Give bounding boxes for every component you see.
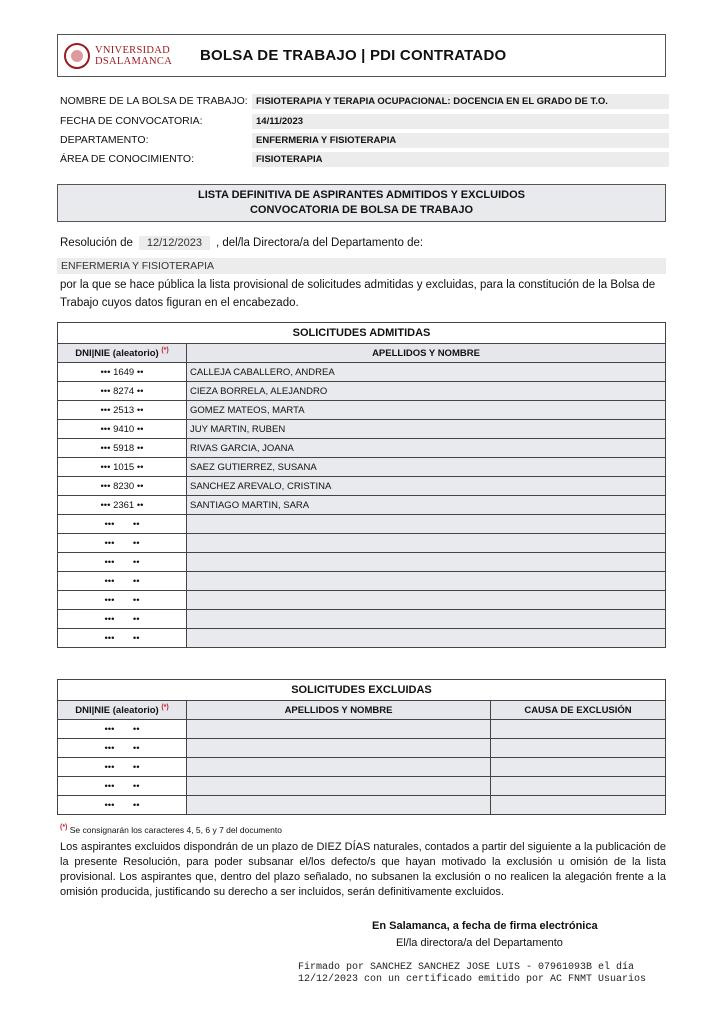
table-row <box>58 363 666 382</box>
name-cell: GOMEZ MATEOS, MARTA <box>187 401 666 420</box>
dni-cell: ••• •• <box>58 739 187 758</box>
university-logo <box>64 43 194 69</box>
name-cell <box>187 591 666 610</box>
admitted-title: SOLICITUDES ADMITIDAS <box>58 323 666 344</box>
electronic-signature-stamp: Firmado por SANCHEZ SANCHEZ JOSE LUIS - 07961093B el día 12/12/2023 con un certificado emitido por AC FNMT Usuarios <box>298 962 647 985</box>
dni-cell: ••• 2513 •• <box>58 401 187 420</box>
dni-cell: ••• •• <box>58 629 187 648</box>
signature-place-date: En Salamanca, a fecha de firma electrónica <box>372 920 598 932</box>
name-cell <box>187 796 491 815</box>
table-row <box>58 401 666 420</box>
meta-label: FECHA DE CONVOCATORIA: <box>60 115 203 127</box>
excluded-col-name: APELLIDOS Y NOMBRE <box>187 701 491 720</box>
dni-cell: ••• •• <box>58 610 187 629</box>
table-row <box>58 496 666 515</box>
name-cell <box>187 610 666 629</box>
resolution-date: 12/12/2023 <box>139 236 210 250</box>
table-row <box>58 534 666 553</box>
admitted-col-name: APELLIDOS Y NOMBRE <box>187 344 666 363</box>
dni-cell: ••• 2361 •• <box>58 496 187 515</box>
name-cell: RIVAS GARCIA, JOANA <box>187 439 666 458</box>
closing-paragraph: Los aspirantes excluidos dispondrán de un plazo de DIEZ DÍAS naturales, contados a partir del siguiente a la publicación de la presente Resolución, para poder subsanar el/los defecto/s que hayan motivado la exclusión u omisión de la lista provisional. Los aspirantes que, dentro del plazo señalado, no subsanen la exclusión o no realicen la alegación frente a la omisión producida, justificando su derecho a ser incluidos, serán definitivamente excluidos. <box>60 841 666 898</box>
list-title-line-2: CONVOCATORIA DE BOLSA DE TRABAJO <box>249 204 474 216</box>
name-cell <box>187 758 491 777</box>
dni-cell: ••• •• <box>58 515 187 534</box>
table-row <box>58 629 666 648</box>
name-cell: SANCHEZ AREVALO, CRISTINA <box>187 477 666 496</box>
meta-label: DEPARTAMENTO: <box>60 134 149 146</box>
list-title-line-1: LISTA DEFINITIVA DE ASPIRANTES ADMITIDOS Y EXCLUIDOS <box>198 189 525 201</box>
meta-value: FISIOTERAPIA Y TERAPIA OCUPACIONAL: DOCENCIA EN EL GRADO DE T.O. <box>252 94 669 109</box>
name-cell: CALLEJA CABALLERO, ANDREA <box>187 363 666 382</box>
resolution-suffix: , del/la Directora/a del Departamento de: <box>215 237 424 249</box>
footnote <box>60 824 282 835</box>
table-row <box>58 382 666 401</box>
meta-row-area <box>60 151 323 167</box>
meta-value: 14/11/2023 <box>252 114 669 129</box>
cause-cell <box>491 796 666 815</box>
dni-cell: ••• •• <box>58 553 187 572</box>
cause-cell <box>491 720 666 739</box>
table-row <box>58 572 666 591</box>
resolution-department: ENFERMERIA Y FISIOTERAPIA <box>57 258 666 274</box>
dni-cell: ••• 5918 •• <box>58 439 187 458</box>
table-row <box>58 720 666 739</box>
footnote-text: Se consignarán los caracteres 4, 5, 6 y 7 del documento <box>69 824 282 835</box>
resolution-line <box>60 236 423 250</box>
table-row <box>58 610 666 629</box>
university-seal-icon <box>64 43 90 69</box>
name-cell <box>187 572 666 591</box>
table-row <box>58 758 666 777</box>
dni-cell: ••• •• <box>58 777 187 796</box>
table-row <box>58 439 666 458</box>
name-cell <box>187 739 491 758</box>
document-title: BOLSA DE TRABAJO | PDI CONTRATADO <box>200 47 507 64</box>
name-cell <box>187 777 491 796</box>
table-row <box>58 515 666 534</box>
meta-row-bolsa <box>60 93 608 109</box>
meta-label: ÁREA DE CONOCIMIENTO: <box>60 153 194 165</box>
dni-cell: ••• •• <box>58 572 187 591</box>
meta-value: FISIOTERAPIA <box>252 152 669 167</box>
name-cell: SAEZ GUTIERREZ, SUSANA <box>187 458 666 477</box>
resolution-prefix: Resolución de <box>60 237 133 249</box>
cause-cell <box>491 758 666 777</box>
meta-row-fecha <box>60 113 304 129</box>
list-title-box <box>57 184 666 222</box>
name-cell: CIEZA BORRELA, ALEJANDRO <box>187 382 666 401</box>
name-cell: JUY MARTIN, RUBEN <box>187 420 666 439</box>
table-row <box>58 553 666 572</box>
meta-value: ENFERMERIA Y FISIOTERAPIA <box>252 133 669 148</box>
excluded-title: SOLICITUDES EXCLUIDAS <box>58 680 666 701</box>
table-row <box>58 739 666 758</box>
logo-line-2: DSALAMANCA <box>95 55 173 67</box>
table-row <box>58 477 666 496</box>
dni-cell: ••• •• <box>58 534 187 553</box>
meta-row-departamento <box>60 132 397 148</box>
dni-cell: ••• 1649 •• <box>58 363 187 382</box>
name-cell: SANTIAGO MARTIN, SARA <box>187 496 666 515</box>
table-row <box>58 796 666 815</box>
dni-cell: ••• 9410 •• <box>58 420 187 439</box>
dni-cell: ••• •• <box>58 796 187 815</box>
excluded-table <box>57 679 666 815</box>
name-cell <box>187 629 666 648</box>
table-row <box>58 591 666 610</box>
resolution-text: por la que se hace pública la lista provisional de solicitudes admitidas y excluidas, para la constitución de la Bolsa de Trabajo cuyos datos figuran en el encabezado. <box>60 279 656 309</box>
excluded-col-dni: DNI|NIE (aleatorio) (*) <box>58 701 187 720</box>
name-cell <box>187 720 491 739</box>
meta-label: NOMBRE DE LA BOLSA DE TRABAJO: <box>60 95 248 107</box>
document-header <box>57 34 666 77</box>
table-row <box>58 777 666 796</box>
dni-cell: ••• 8274 •• <box>58 382 187 401</box>
dni-cell: ••• •• <box>58 758 187 777</box>
name-cell <box>187 534 666 553</box>
signature-role: El/la directora/a del Departamento <box>396 937 563 949</box>
table-row <box>58 458 666 477</box>
name-cell <box>187 553 666 572</box>
admitted-table <box>57 322 666 648</box>
logo-line-1: VNIVERSIDAD <box>95 44 171 56</box>
table-row <box>58 420 666 439</box>
dni-cell: ••• 8230 •• <box>58 477 187 496</box>
dni-cell: ••• 1015 •• <box>58 458 187 477</box>
dni-cell: ••• •• <box>58 591 187 610</box>
name-cell <box>187 515 666 534</box>
cause-cell <box>491 777 666 796</box>
footnote-mark: (*) <box>60 824 68 831</box>
cause-cell <box>491 739 666 758</box>
admitted-col-dni: DNI|NIE (aleatorio) (*) <box>58 344 187 363</box>
excluded-col-cause: CAUSA DE EXCLUSIÓN <box>491 701 666 720</box>
dni-cell: ••• •• <box>58 720 187 739</box>
